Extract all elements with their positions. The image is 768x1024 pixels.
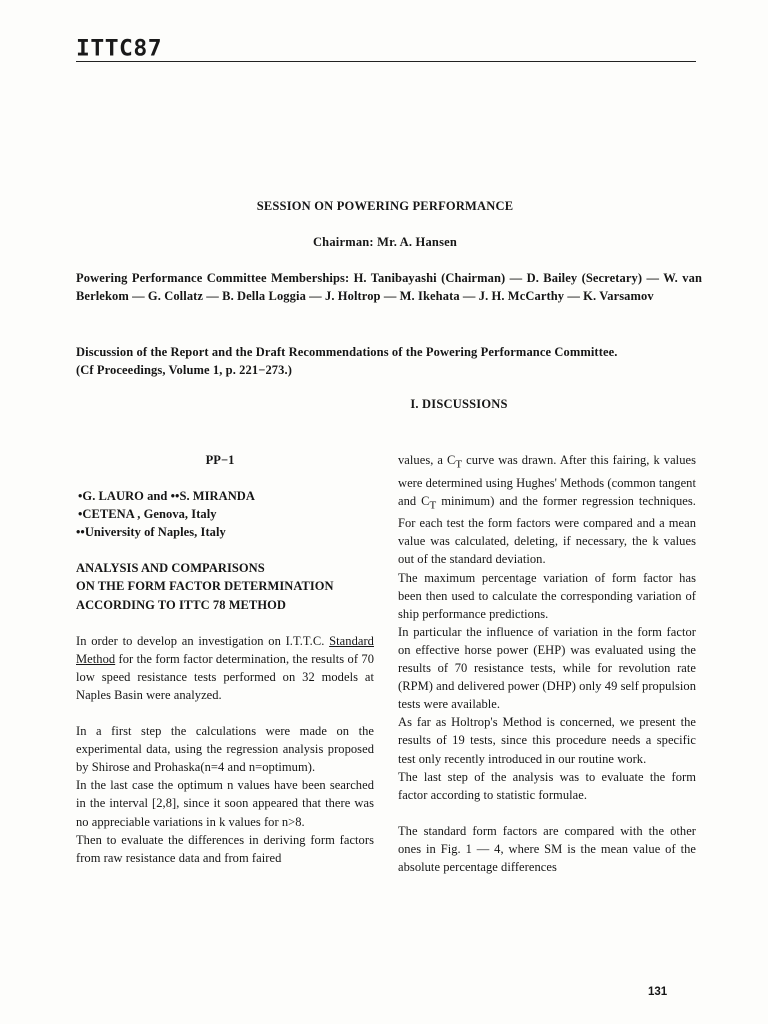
committee-memberships: Powering Performance Committee Memberships: H. Tanibayashi (Chairman) — D. Bailey (Secretary) — W. van Berlekom — G. Collatz — B. Della Loggia — J. Holtrop — M. Ikehata — J. H. McCarthy — K. Varsamov xyxy=(76,271,702,303)
right-paragraph-5: The last step of the analysis was to evaluate the form factor according to statistic formulae. xyxy=(398,769,696,802)
author-block xyxy=(76,487,374,541)
page-number: 131 xyxy=(648,986,668,998)
left-paragraph-3: In the last case the optimum n values have been searched in the interval [2,8], since it soon appeared that there was no appreciable variations in k values for n>8. xyxy=(76,778,374,829)
standard-method-link: Standard Method xyxy=(76,633,374,666)
paper-title-line1: ANALYSIS AND COMPARISONS xyxy=(76,561,265,576)
paper-title xyxy=(76,559,374,613)
left-paragraph-4: Then to evaluate the differences in deriving form factors from raw resistance data and from faired xyxy=(76,832,374,865)
header-rule xyxy=(76,61,696,62)
ittc87-logo: ITTC87 xyxy=(76,36,163,62)
section-heading: I. DISCUSSIONS xyxy=(410,397,508,411)
right-paragraph-6: The standard form factors are compared with the other ones in Fig. 1 — 4, where SM is the mean value of the absolute percentage differences xyxy=(398,823,696,874)
session-title: SESSION ON POWERING PERFORMANCE xyxy=(256,199,514,213)
affiliation-1: •CETENA , Genova, Italy xyxy=(78,507,217,522)
left-paragraph-2: In a first step the calculations were made on the experimental data, using the regression analysis proposed by Shirose and Prohaska(n=4 and n=optimum). xyxy=(76,724,374,775)
left-paragraph-1: In order to develop an investigation on I.T.T.C. Standard Method for the form factor determination, the results of 70 low speed resistance tests performed on 32 models at Naples Basin were analyzed. xyxy=(76,633,374,702)
right-paragraph-1: values, a $C_T$ curve was drawn. After this fairing, k values were determined using Hughes' Methods (common tangent and $C_T$ minimum) and the former regression techniques. For each test the form factors were compared and a mean value was calculated, deleting, if necessary, the k values out of the standard deviation. xyxy=(398,453,697,567)
right-column xyxy=(398,451,696,876)
affiliation-2: ••University of Naples, Italy xyxy=(76,525,226,540)
left-column xyxy=(76,451,374,867)
paper-title-line3: ACCORDING TO ITTC 78 METHOD xyxy=(76,597,286,612)
right-paragraph-2: The maximum percentage variation of form factor has been then used to calculate the corresponding variation of ship performance predictions. xyxy=(398,570,696,621)
right-paragraph-4: As far as Holtrop's Method is concerned, we present the results of 19 tests, since this procedure needs a specific test only recently introduced in our routine work. xyxy=(398,715,696,766)
paper-id: PP−1 xyxy=(205,453,235,467)
session-chairman: Chairman: Mr. A. Hansen xyxy=(312,235,458,249)
discussion-intro-line2: (Cf Proceedings, Volume 1, p. 221−273.) xyxy=(76,363,292,377)
discussion-intro xyxy=(76,343,702,379)
author-line: •G. LAURO and ••S. MIRANDA xyxy=(78,489,255,504)
paper-title-line2: ON THE FORM FACTOR DETERMINATION xyxy=(76,579,334,594)
right-paragraph-3: In particular the influence of variation in the form factor on effective horse power (EHP) was evaluated using the results of 70 resistance tests, while for revolution rate (RPM) and delivered power (DHP) only 49 self propulsion tests were available. xyxy=(398,624,696,712)
discussion-intro-line1: Discussion of the Report and the Draft Recommendations of the Powering Performance Committee. xyxy=(76,345,618,359)
